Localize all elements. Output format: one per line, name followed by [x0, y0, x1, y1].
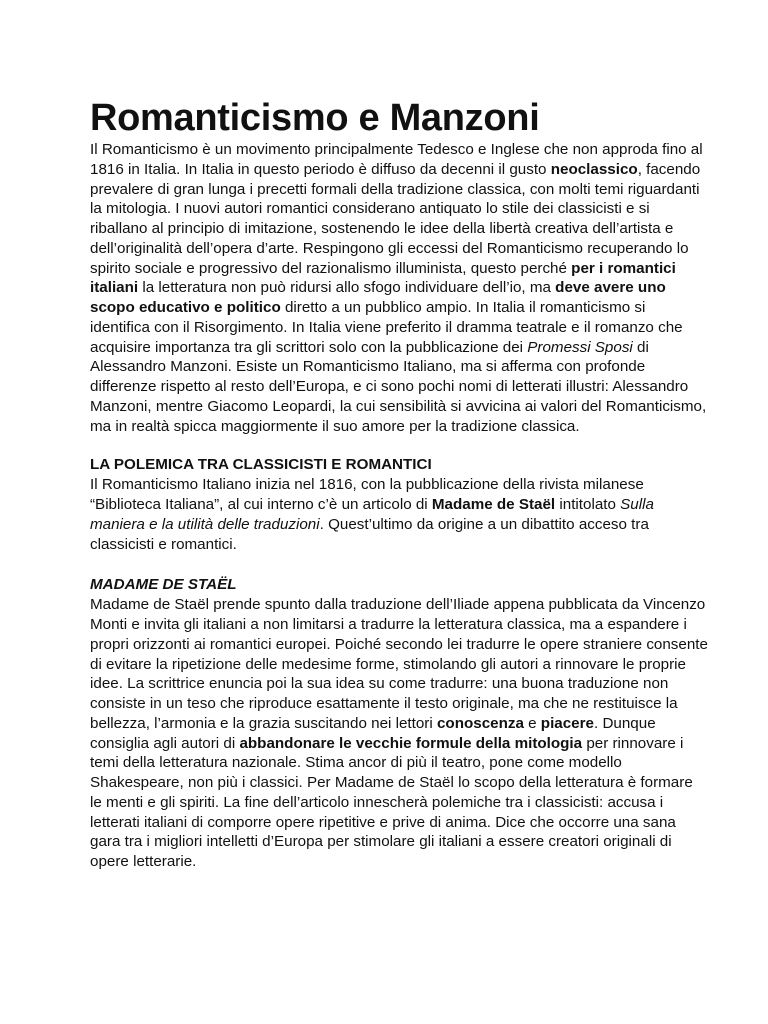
- bold-term: neoclassico: [550, 160, 638, 178]
- italic-title: Promessi Sposi: [527, 338, 633, 356]
- text-run: e: [523, 714, 541, 732]
- paragraph-polemica: [90, 475, 708, 554]
- text-run: . Dunque consiglia agli autori di: [90, 714, 656, 752]
- text-run: diretto a un pubblico ampio. In Italia il romanticismo si identifica con il Risorgimento. In Italia viene preferito il dramma teatrale e il romanzo che acquisire importanza tra gli scrittori solo con la pubblicazione dei: [90, 299, 683, 356]
- bold-term: deve avere uno scopo educativo e politico: [90, 279, 666, 316]
- text-run: per rinnovare i temi della letteratura nazionale. Stima ancor di più il teatro, pone come modello Shakespeare, non più i classici. Per Madame de Staël lo scopo della letteratura è formare le menti e gli spiriti. La fine dell’articolo innescherà polemiche tra i classicisti: accusa i letterati italiani di comporre opere ripetitive e prive di anima. Dice che occorre una sana gara tra i migliori intelletti d’Europa per stimolare gli italiani a essere creatori originali di opere letterarie.: [90, 734, 693, 870]
- italic-title: Sulla maniera e la utilità delle traduzioni: [90, 496, 654, 533]
- text-run: intitolato: [555, 496, 621, 513]
- page-title: Romanticismo e Manzoni: [90, 97, 540, 139]
- text-run: , facendo prevalere di gran lunga i precetti formali della tradizione classica, con molti temi riguardanti la mitologia. I nuovi autori romantici considerano antiquato lo stile dei classicisti e si riballano al principio di imitazione, sostenendo le idee della libertà creativa dell’artista e dell’originalità dell’opera d’arte. Respingono gli eccessi del Romanticismo recuperando lo spirito sociale e progressivo del razionalismo illuminista, questo perché: [90, 160, 701, 277]
- section-heading-stael: MADAME DE STAËL: [90, 576, 237, 594]
- bold-term: per i romantici italiani: [90, 259, 676, 297]
- bold-term: conoscenza: [436, 714, 524, 732]
- text-run: la letteratura non può ridursi allo sfogo individuare dell’io, ma: [138, 279, 556, 297]
- section-heading-polemica: LA POLEMICA TRA CLASSICISTI E ROMANTICI: [90, 456, 432, 474]
- text-run: di Alessandro Manzoni. Esiste un Romanticismo Italiano, ma si afferma con profonde differenze rispetto al resto dell’Europa, e ci sono pochi nomi di letterati illustri: Alessandro Manzoni, mentre Giacomo Leopardi, la cui sensibilità si avvicina ai valori del Romanticismo, ma in realtà spicca maggiormente il suo amore per la tradizione classica.: [90, 338, 707, 435]
- text-run: Madame de Staël prende spunto dalla traduzione dell’Iliade appena pubblicata da Vincenzo Monti e invita gli italiani a non limitarsi a tradurre la letteratura classica, ma a espandere i propri orizzonti ai romantici europei. Poiché secondo lei tradurre le opere straniere consente di evitare la ripetizione delle medesime forme, stimolando gli autori a rinnovare le proprie idee. La scrittrice enuncia poi la sua idea su come tradurre: una buona traduzione non consiste in un teso che riproduce esattamente il testo originale, ma che ne restituisce la bellezza, l’armonia e la grazia suscitando nei lettori: [90, 596, 708, 732]
- bold-term: abbandonare le vecchie formule della mitologia: [239, 734, 583, 752]
- bold-term: Madame de Staël: [431, 496, 556, 513]
- paragraph-intro: [90, 140, 708, 436]
- bold-term: piacere: [540, 714, 594, 732]
- paragraph-stael: [90, 595, 708, 872]
- text-run: Il Romanticismo Italiano inizia nel 1816, con la pubblicazione della rivista milanese “Biblioteca Italiana”, al cui interno c’è un articolo di: [90, 476, 644, 513]
- text-run: Il Romanticismo è un movimento principalmente Tedesco e Inglese che non approda fino al 1816 in Italia. In Italia in questo periodo è diffuso da decenni il gusto: [90, 141, 703, 178]
- text-run: . Quest’ultimo da origine a un dibattito acceso tra classicisti e romantici.: [90, 515, 649, 553]
